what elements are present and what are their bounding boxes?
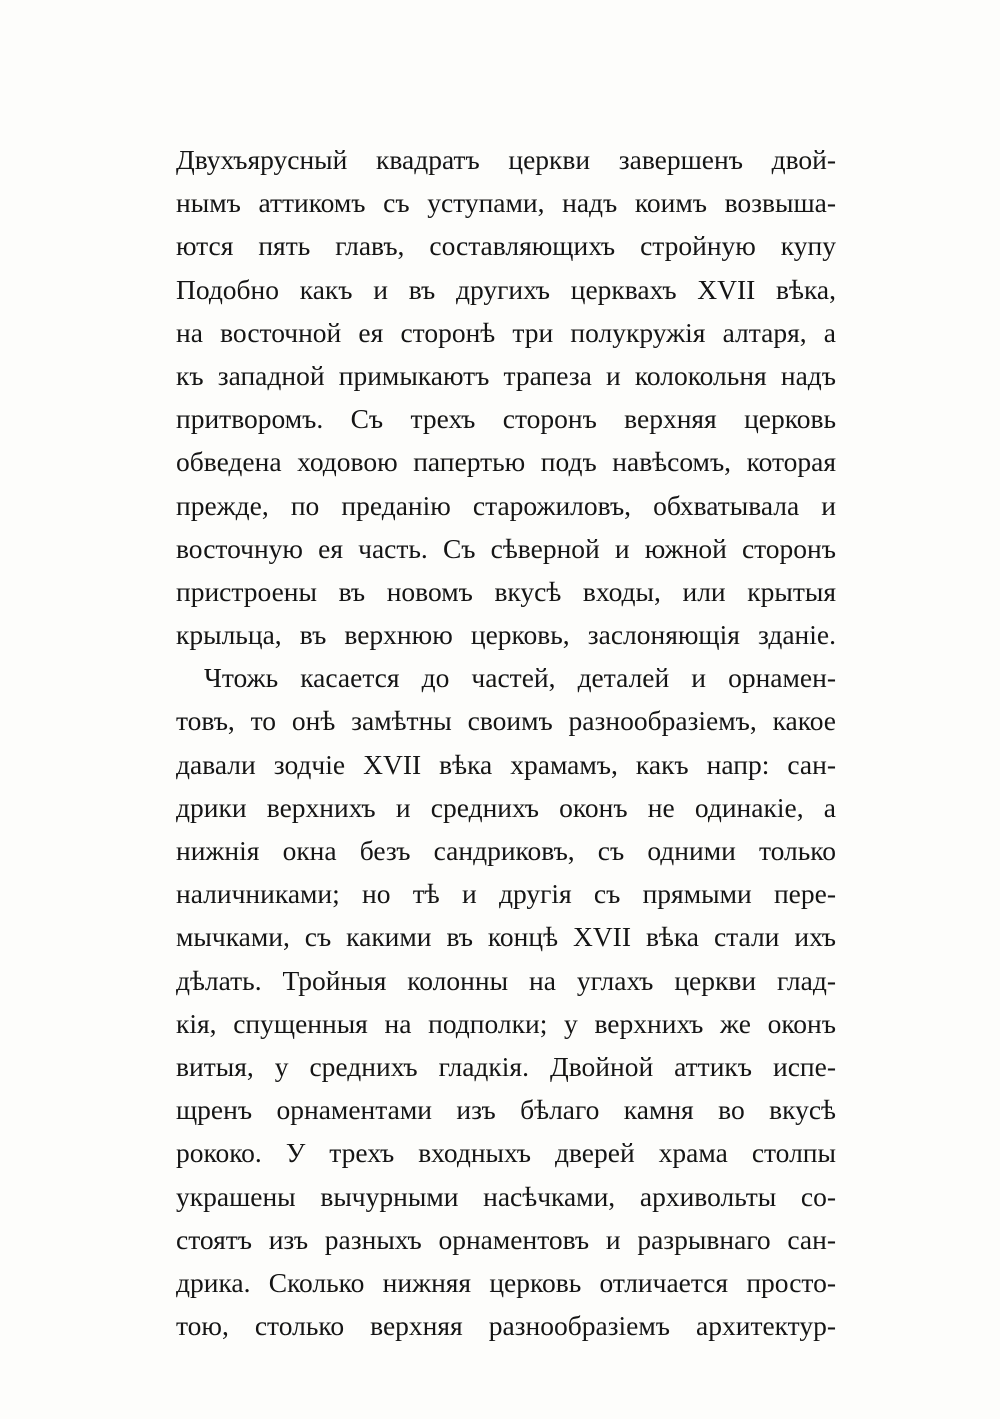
text-line: витыя, у среднихъ гладкія. Двойной аттикъ испе- — [176, 1050, 836, 1082]
text-line: къ западной примыкаютъ трапеза и колокольня надъ — [176, 359, 836, 391]
text-line: обведена ходовою папертью подъ навѣсомъ, которая — [176, 446, 836, 478]
text-line: притворомъ. Съ трехъ сторонъ верхняя церковь — [176, 403, 836, 435]
text-line: прежде, по преданію старожиловъ, обхватывала и — [176, 489, 836, 521]
text-line: мычками, съ какими въ концѣ XVII вѣка стали ихъ — [176, 921, 836, 953]
text-line: нымъ аттикомъ съ уступами, надъ коимъ возвыша- — [176, 187, 836, 219]
text-line: дрика. Сколько нижняя церковь отличается просто- — [176, 1266, 836, 1298]
text-line: Двухъярусный квадратъ церкви завершенъ двой- — [176, 144, 836, 175]
text-line: Подобно какъ и въ другихъ церквахъ XVII вѣка, — [176, 273, 836, 305]
text-line: щренъ орнаментами изъ бѣлаго камня во вкусѣ — [176, 1094, 836, 1126]
text-line: тою, столько верхняя разнообразіемъ архитектур- — [176, 1310, 836, 1342]
text-line: украшены вычурными насѣчками, архивольты со- — [176, 1180, 836, 1212]
text-line: дрики верхнихъ и среднихъ оконъ не одинакіе, а — [176, 791, 836, 823]
text-line: кія, спущенныя на подполки; у верхнихъ же оконъ — [176, 1007, 836, 1039]
text-line: наличниками; но тѣ и другія съ прямыми пере- — [176, 878, 836, 910]
text-line: пристроены въ новомъ вкусѣ входы, или крытыя — [176, 575, 836, 607]
text-line: давали зодчіе XVII вѣка храмамъ, какъ напр: сан- — [176, 748, 836, 780]
text-line: нижнія окна безъ сандриковъ, съ одними только — [176, 835, 836, 866]
text-line: товъ, то онѣ замѣтны своимъ разнообразіемъ, какое — [176, 705, 836, 737]
text-line: ются пять главъ, составляющихъ стройную купу — [176, 230, 836, 262]
text-line: дѣлать. Тройныя колонны на углахъ церкви глад- — [176, 964, 836, 996]
body-text — [176, 138, 836, 1347]
text-line: на восточной ея сторонѣ три полукружія алтаря, а — [176, 316, 836, 348]
text-line: крыльца, въ верхнюю церковь, заслоняющія зданіе. — [176, 619, 836, 651]
text-line: рококо. У трехъ входныхъ дверей храма столпы — [176, 1137, 836, 1169]
text-line: стоятъ изъ разныхъ орнаментовъ и разрывнаго сан- — [176, 1223, 836, 1255]
text-line: Чтожь касается до частей, деталей и орнамен- — [204, 662, 836, 694]
text-line: восточную ея часть. Съ сѣверной и южной сторонъ — [176, 532, 836, 564]
